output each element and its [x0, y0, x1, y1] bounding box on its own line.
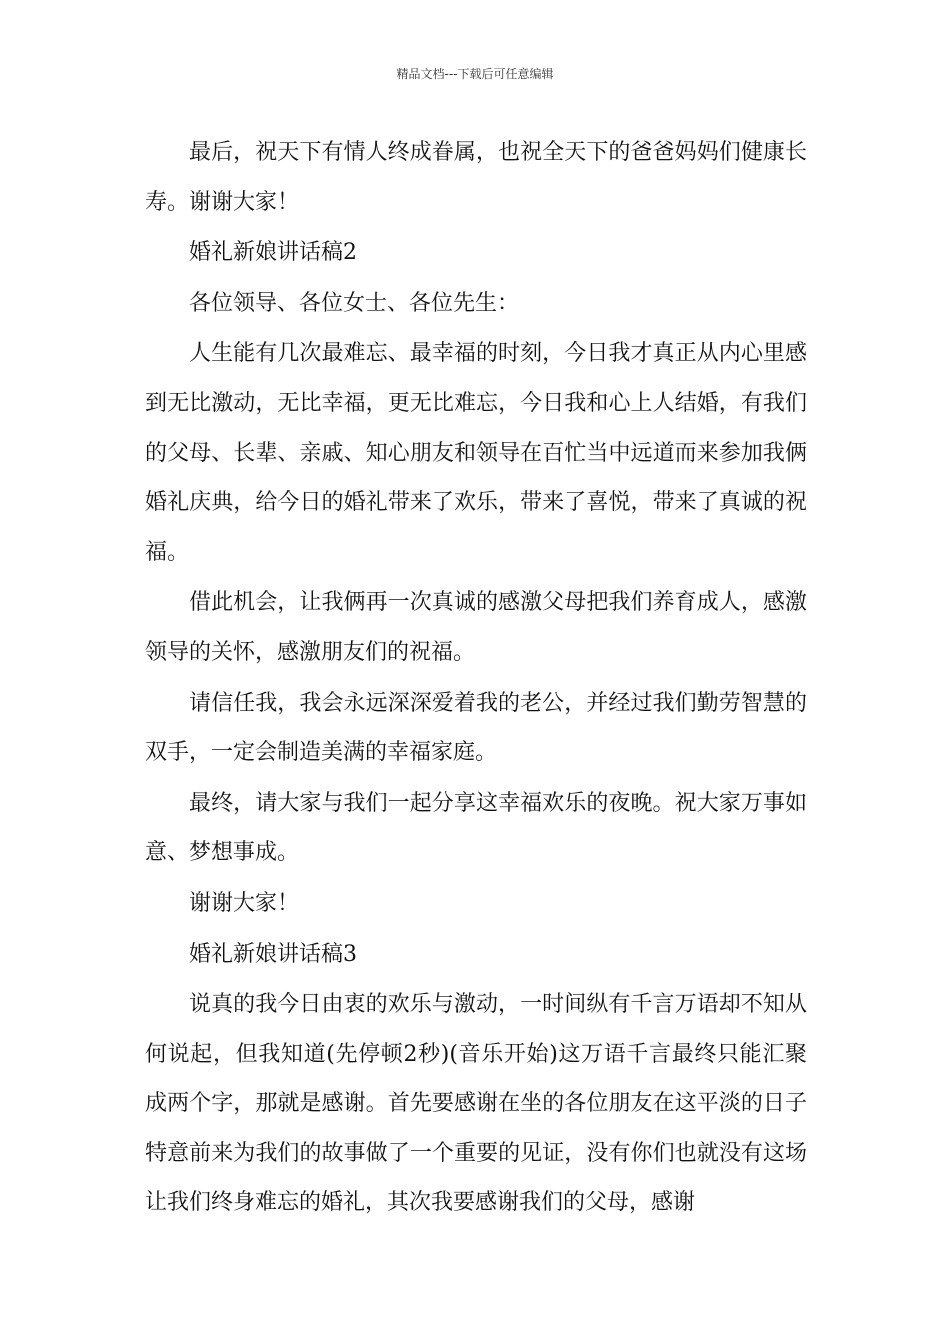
paragraph-promise: 请信任我，我会永远深深爱着我的老公，并经过我们勤劳智慧的双手，一定会制造美满的幸福家庭。: [145, 690, 807, 766]
paragraph-closing-wishes: 最后，祝天下有情人终成眷属，也祝全天下的爸爸妈妈们健康长寿。谢谢大家！: [145, 140, 807, 215]
paragraph-thank-parents: 借此机会，让我俩再一次真诚的感激父母把我们养育成人，感激领导的关怀，感激朋友们的祝福。: [145, 590, 807, 665]
paragraph-salutation: 各位领导、各位女士、各位先生：: [189, 290, 520, 316]
paragraph-share-evening: 最终，请大家与我们一起分享这幸福欢乐的夜晚。祝大家万事如意、梦想事成。: [145, 790, 807, 866]
paragraph-thanks-all: 谢谢大家！: [189, 890, 300, 916]
section-title-speech-2: 婚礼新娘讲话稿2: [189, 240, 357, 266]
section-title-speech-3: 婚礼新娘讲话稿3: [189, 941, 357, 967]
document-body: [145, 128, 807, 1229]
paragraph-happiest-moment: 人生能有几次最难忘、最幸福的时刻，今日我才真正从内心里感到无比激动，无比幸福，更无比难忘，今日我和心上人结婚，有我们的父母、长辈、亲戚、知心朋友和领导在百忙当中远道而来参加我俩婚礼庆典，给今日的婚礼带来了欢乐，带来了喜悦，带来了真诚的祝福。: [145, 341, 807, 565]
page-header: 精品文档---下载后可任意编辑: [396, 67, 554, 81]
paragraph-gratitude: 说真的我今日由衷的欢乐与激动，一时间纵有千言万语却不知从何说起，但我知道(先停顿2秒)(音乐开始)这万语千言最终只能汇聚成两个字，那就是感谢。首先要感谢在坐的各位朋友在这平淡的日子特意前来为我们的故事做了一个重要的见证，没有你们也就没有这场让我们终身难忘的婚礼，其次我要感谢我们的父母，感谢: [145, 992, 807, 1216]
